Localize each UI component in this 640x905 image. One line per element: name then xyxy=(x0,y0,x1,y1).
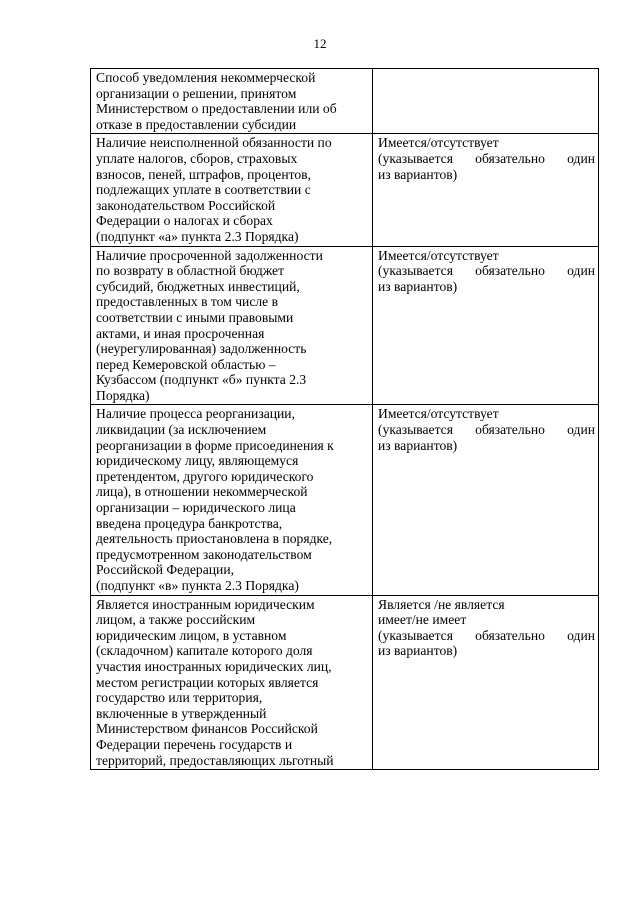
answer-line: (указывается обязательно один xyxy=(378,150,595,166)
criterion-text: Наличие неисполненной обязанности по уплате налогов, сборов, страховых взносов, пеней, штрафов, процентов, подлежащих уплате в соответствии с законодательством Российской Федерации о налогах и сборах (подпункт «а» пункта 2.3 Порядка) xyxy=(96,135,332,244)
answer-cell xyxy=(373,595,599,770)
answer-line: из вариантов) xyxy=(378,278,458,294)
criterion-cell xyxy=(91,405,373,595)
answer-line: из вариантов) xyxy=(378,437,458,453)
table-row xyxy=(91,246,599,405)
answer-line: Имеется/отсутствует xyxy=(378,135,499,151)
answer-cell xyxy=(373,246,599,405)
criterion-cell xyxy=(91,134,373,246)
answer-cell xyxy=(373,134,599,246)
criterion-cell xyxy=(91,246,373,405)
criterion-cell xyxy=(91,69,373,134)
answer-line: (указывается обязательно один xyxy=(378,422,595,438)
answer-cell xyxy=(373,69,599,134)
requirements-table xyxy=(90,68,599,770)
table-row xyxy=(91,595,599,770)
table-body xyxy=(91,69,599,770)
criterion-text: Наличие процесса реорганизации, ликвидации (за исключением реорганизации в форме присоединения к юридическому лицу, являющемуся претендентом, другого юридического лица), в отношении некоммерческой организации – юридического лица введена процедура банкротства, деятельность приостановлена в порядке, предусмотренном законодательством Российской Федерации, (подпункт «в» пункта 2.3 Порядка) xyxy=(96,406,334,593)
answer-line: (указывается обязательно один xyxy=(378,627,595,643)
table-row xyxy=(91,134,599,246)
table-row xyxy=(91,69,599,134)
answer-line: Имеется/отсутствует xyxy=(378,406,499,422)
answer-cell xyxy=(373,405,599,595)
criterion-text: Является иностранным юридическим лицом, а также российским юридическим лицом, в уставном (складочном) капитале которого доля участия иностранных юридических лиц, местом регистрации которых является государство или территория, включенные в утвержденный Министерством финансов Российской Федерации перечень государств и территорий, предоставляющих льготный xyxy=(96,596,334,768)
page-number: 12 xyxy=(313,36,327,51)
answer-line: из вариантов) xyxy=(378,643,458,659)
answer-line: из вариантов) xyxy=(378,166,458,182)
criterion-text: Наличие просроченной задолженности по возврату в областной бюджет субсидий, бюджетных инвестиций, предоставленных в том числе в соответствии с иными правовыми актами, и иная просроченная (неурегулированная) задолженность перед Кемеровской областью – Кузбассом (подпункт «б» пункта 2.3 Порядка) xyxy=(96,247,323,403)
answer-line: Является /не является xyxy=(378,596,505,612)
criterion-cell xyxy=(91,595,373,770)
answer-line: (указывается обязательно один xyxy=(378,263,595,279)
table-row xyxy=(91,405,599,595)
answer-line: Имеется/отсутствует xyxy=(378,247,499,263)
criterion-text: Способ уведомления некоммерческой организации о решении, принятом Министерством о предоставлении или об отказе в предоставлении субсидии xyxy=(96,70,337,132)
answer-line: имеет/не имеет xyxy=(378,612,467,628)
